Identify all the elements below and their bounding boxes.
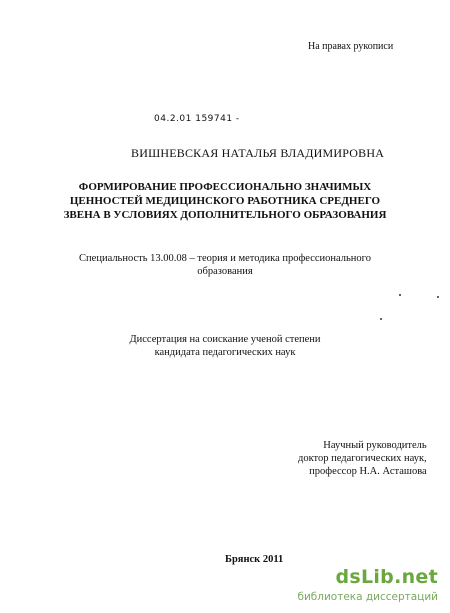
watermark-subtitle: библиотека диссертаций xyxy=(297,591,438,603)
supervisor-line: Научный руководитель xyxy=(323,440,427,451)
scan-speck xyxy=(399,294,401,296)
degree-line: кандидата педагогических наук xyxy=(154,347,296,358)
supervisor-block xyxy=(298,439,427,478)
degree-block xyxy=(0,333,450,359)
archive-number: 04.2.01 159741 - xyxy=(154,114,240,124)
watermark xyxy=(288,566,438,610)
scan-speck xyxy=(380,318,382,320)
rights-note: На правах рукописи xyxy=(308,41,394,52)
specialty-line: Специальность 13.00.08 – теория и методика профессионального xyxy=(79,253,371,264)
supervisor-line: профессор Н.А. Асташова xyxy=(309,466,427,477)
supervisor-line: доктор педагогических наук, xyxy=(298,453,427,464)
city-year: Брянск 2011 xyxy=(225,554,284,565)
specialty-line: образования xyxy=(197,266,253,277)
title-line: ЗВЕНА В УСЛОВИЯХ ДОПОЛНИТЕЛЬНОГО ОБРАЗОВАНИЯ xyxy=(63,209,387,221)
author-name: ВИШНЕВСКАЯ НАТАЛЬЯ ВЛАДИМИРОВНА xyxy=(131,146,385,160)
scan-speck xyxy=(437,296,439,298)
watermark-logo: dsLib.net xyxy=(335,566,438,588)
specialty-block xyxy=(0,252,450,278)
degree-line: Диссертация на соискание ученой степени xyxy=(129,334,321,345)
dissertation-title xyxy=(0,180,450,222)
title-line: ЦЕННОСТЕЙ МЕДИЦИНСКОГО РАБОТНИКА СРЕДНЕГО xyxy=(69,195,381,207)
title-line: ФОРМИРОВАНИЕ ПРОФЕССИОНАЛЬНО ЗНАЧИМЫХ xyxy=(78,181,372,193)
